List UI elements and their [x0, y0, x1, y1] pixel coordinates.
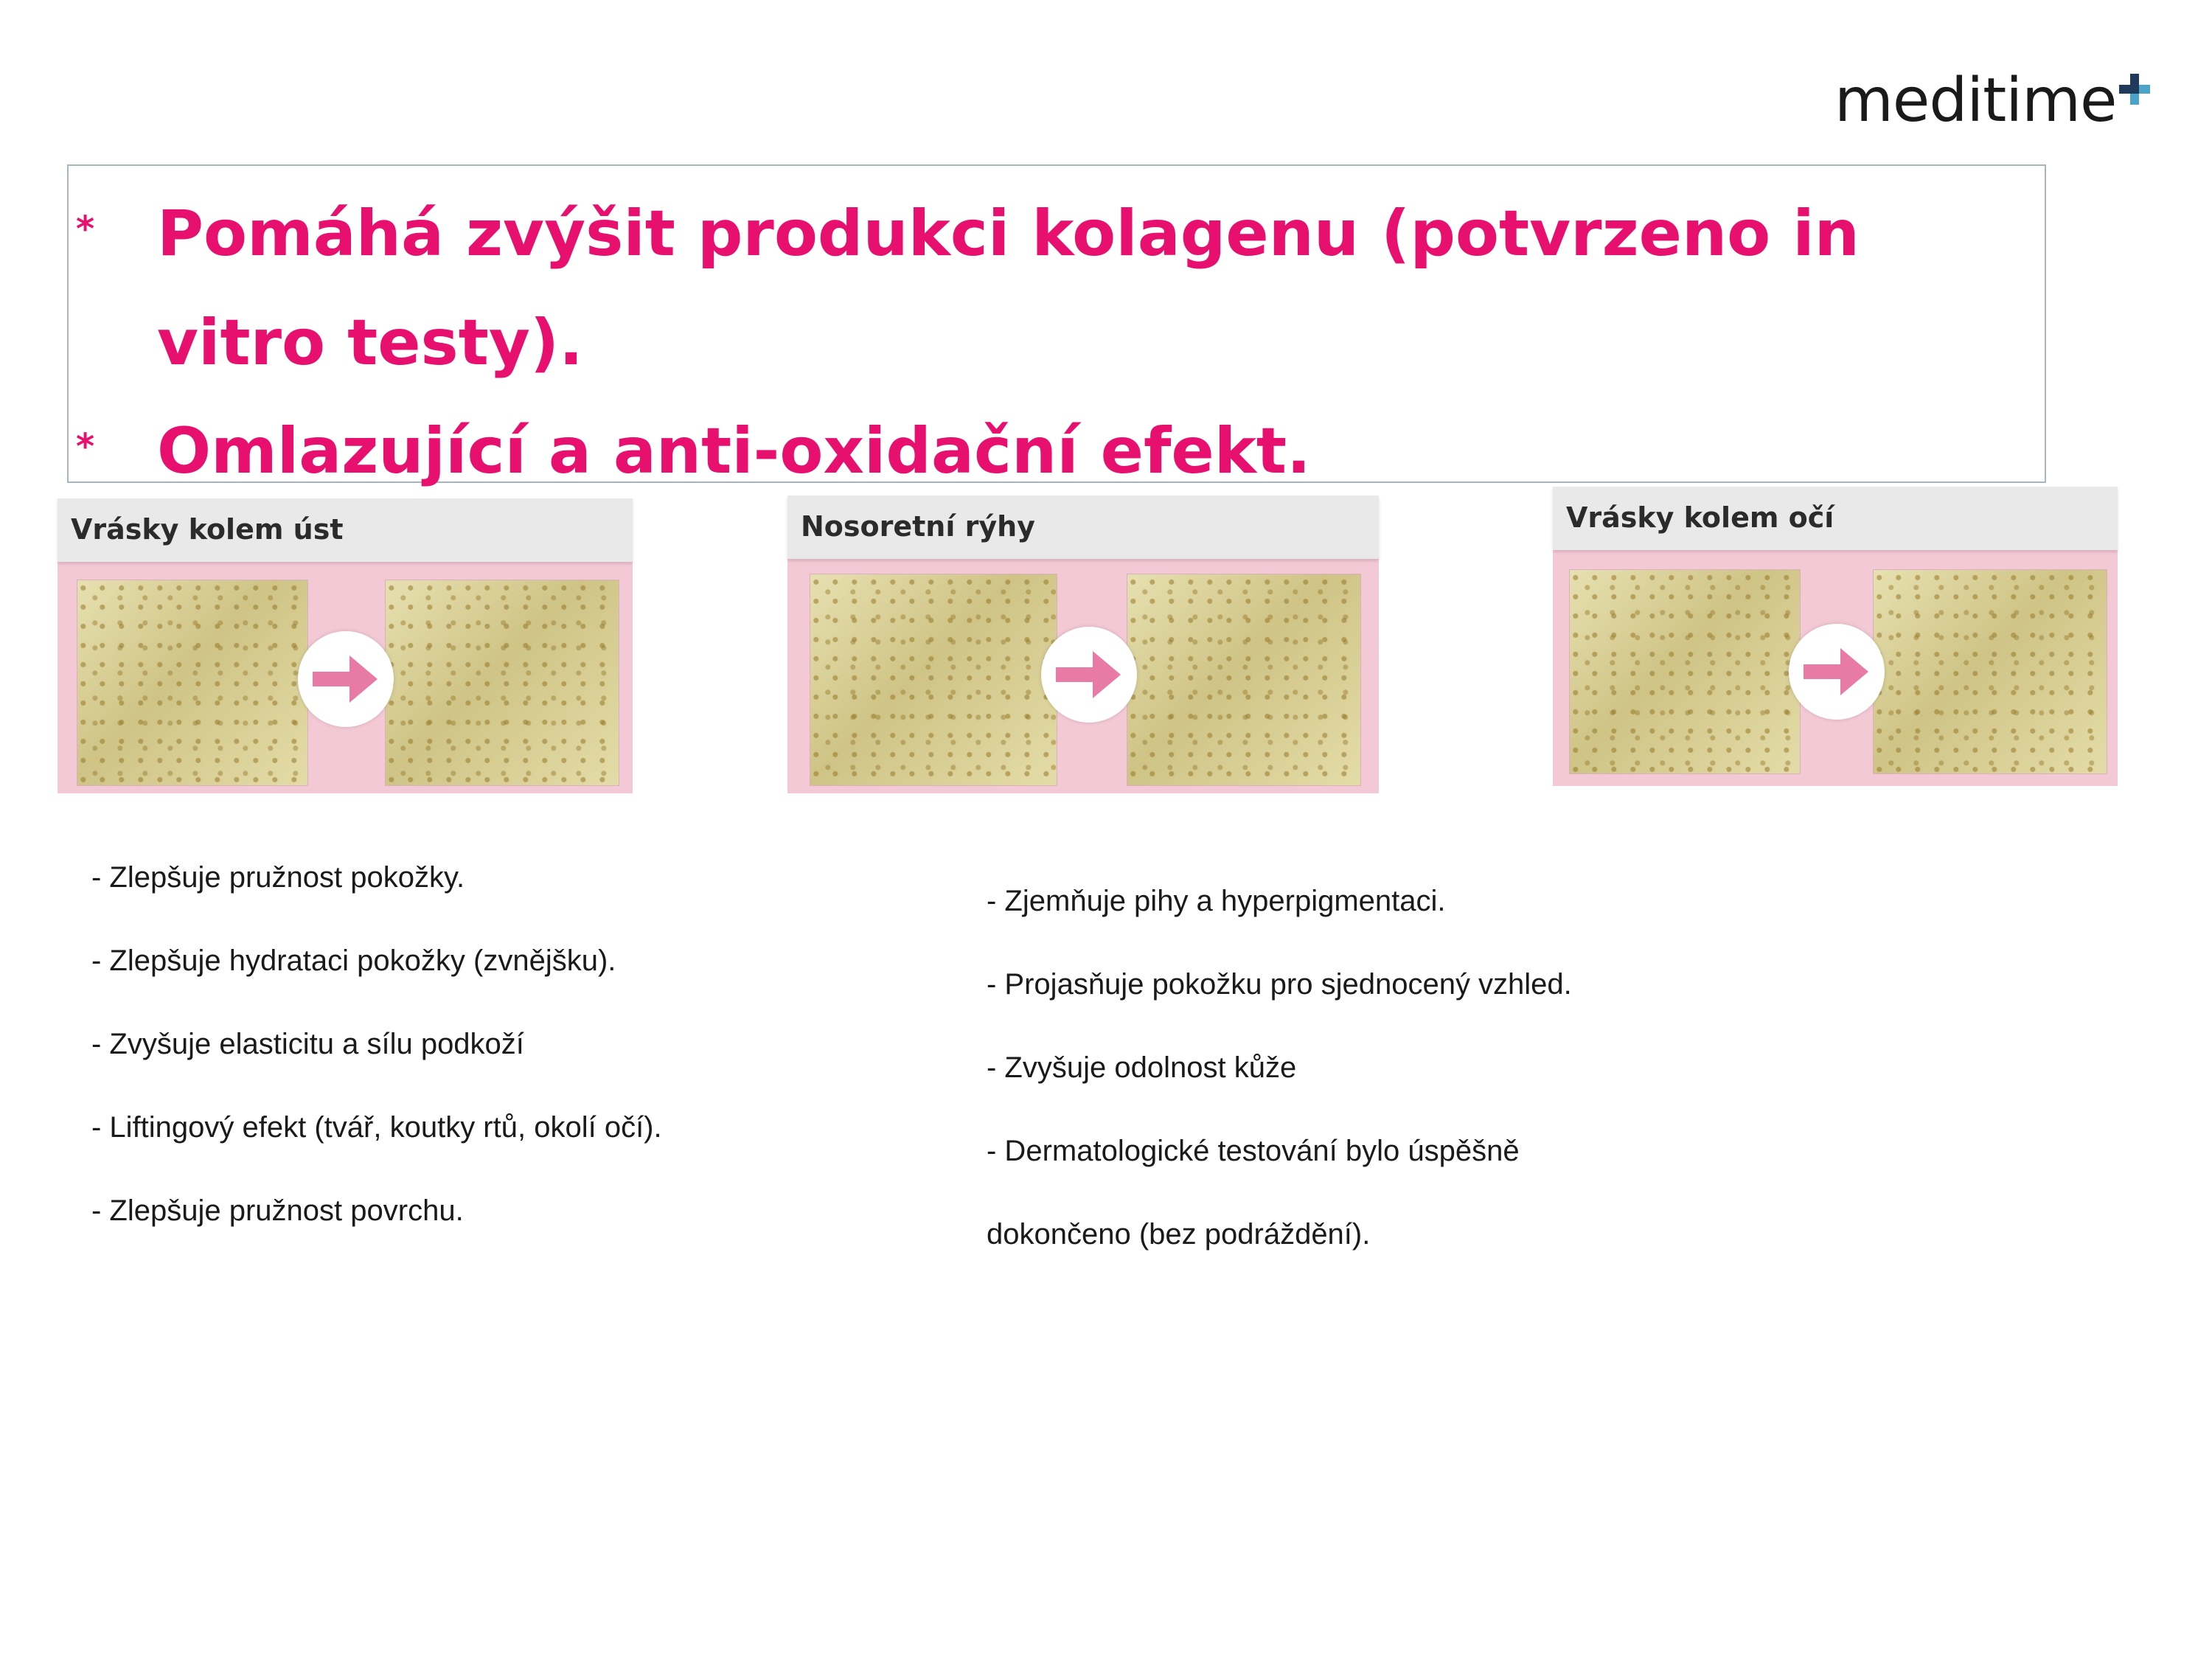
benefits-list-right	[987, 885, 1871, 1268]
list-item: - Zjemňuje pihy a hyperpigmentaci.	[987, 885, 1446, 917]
brand-logo	[1834, 68, 2159, 134]
after-image	[1127, 574, 1361, 786]
headline-text: Omlazující a anti-oxidační efekt.	[157, 414, 1311, 488]
list-item: - Zlepšuje pružnost pokožky.	[91, 861, 465, 894]
arrow-right-icon	[313, 653, 379, 705]
panel-title-bar	[1553, 487, 2118, 550]
plus-icon	[2119, 74, 2150, 105]
panel-title: Vrásky kolem očí	[1566, 501, 1834, 534]
headline-box	[67, 164, 2046, 488]
list-item: - Zlepšuje pružnost povrchu.	[91, 1194, 464, 1227]
list-item: - Dermatologické testování bylo úspěšně	[987, 1135, 1520, 1167]
before-image	[1569, 569, 1801, 774]
benefits-list-left	[91, 861, 902, 1245]
before-after-panel-mouth	[58, 498, 633, 793]
bullet-star: *	[76, 426, 95, 467]
panel-title: Vrásky kolem úst	[71, 513, 344, 546]
list-item: - Zvyšuje elasticitu a sílu podkoží	[91, 1028, 524, 1060]
panel-title-bar	[787, 495, 1379, 559]
list-item: - Liftingový efekt (tvář, koutky rtů, okolí očí).	[91, 1111, 662, 1144]
after-image	[385, 580, 619, 786]
before-image	[810, 574, 1057, 786]
list-item: - Zvyšuje odolnost kůže	[987, 1051, 1297, 1084]
headline-text: Pomáhá zvýšit produkci kolagenu (potvrzeno in vitro testy).	[157, 197, 1860, 380]
arrow-right-icon	[1056, 649, 1122, 700]
before-after-panel-nasolabial	[787, 495, 1379, 793]
before-image	[77, 580, 308, 786]
list-item: - Zlepšuje hydrataci pokožky (zvnějšku).	[91, 945, 616, 977]
arrow-right-icon	[1804, 646, 1870, 698]
brand-name: meditime	[1834, 66, 2117, 136]
bullet-star: *	[76, 209, 95, 250]
after-image	[1873, 569, 2107, 774]
panel-title-bar	[58, 498, 633, 562]
arrow-badge	[1789, 624, 1885, 720]
before-after-panel-eyes	[1553, 487, 2118, 786]
list-item: - Projasňuje pokožku pro sjednocený vzhled.	[987, 968, 1572, 1001]
panel-title: Nosoretní rýhy	[801, 510, 1035, 543]
list-item: dokončeno (bez podráždění).	[987, 1218, 1371, 1251]
arrow-badge	[1041, 627, 1137, 723]
arrow-badge	[298, 631, 394, 727]
